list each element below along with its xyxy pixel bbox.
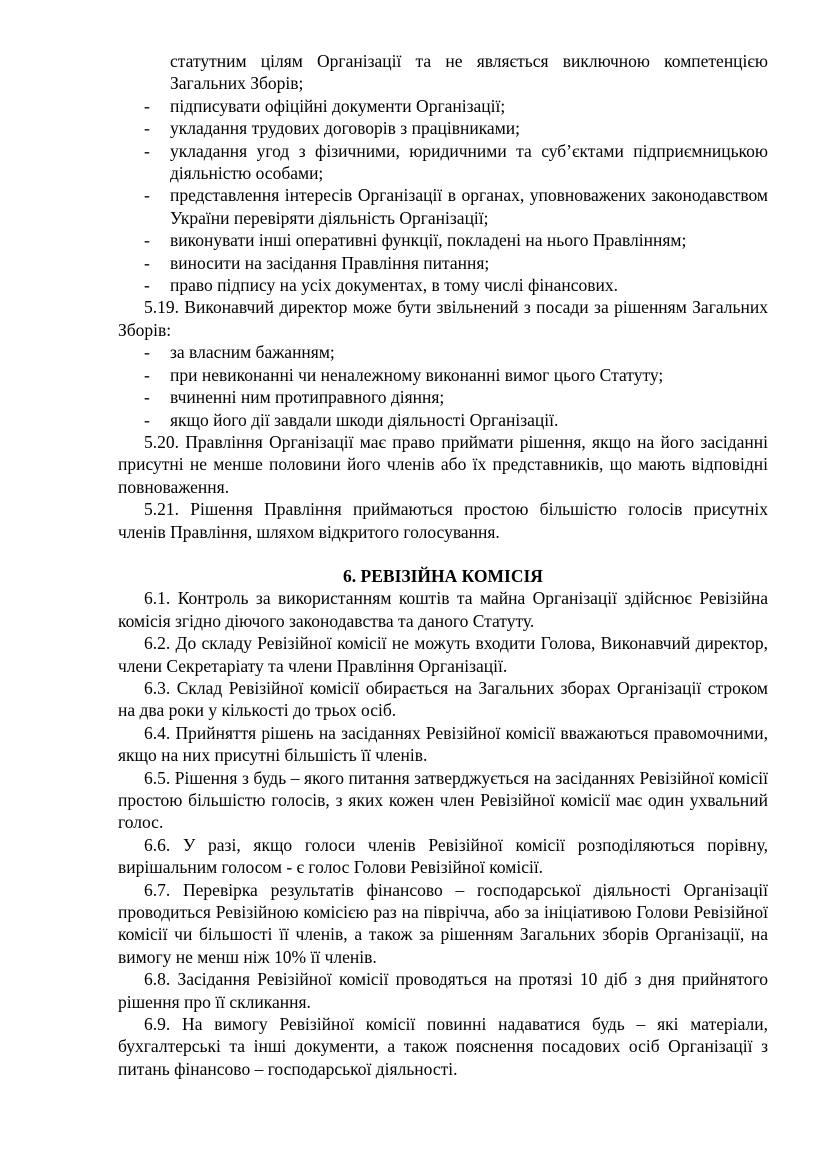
dismissal-list xyxy=(118,341,768,431)
section-gap xyxy=(118,543,768,565)
list-item: статутним цілям Організації та не являється виключною компетенцією Загальних Зборів; xyxy=(170,51,768,94)
list-item: - представлення інтересів Організації в органах, уповноважених законодавством України перевіряти діяльність Організації; xyxy=(144,185,768,228)
list-item: - виконувати інші оперативні функції, покладені на нього Правлінням; xyxy=(144,230,687,251)
list-item: - вчиненні ним протиправного діяння; xyxy=(144,387,445,408)
list-item: - право підпису на усіх документах, в тому числі фінансових. xyxy=(144,275,618,296)
paragraph-5-21: 5.21. Рішення Правління приймаються простою більшістю голосів присутніх членів Правління, шляхом відкритого голосування. xyxy=(118,499,768,542)
list-item: - підписувати офіційні документи Організації; xyxy=(144,95,506,116)
section-title: 6. РЕВІЗІЙНА КОМІСІЯ xyxy=(343,565,543,586)
paragraph-6-1: 6.1. Контроль за використанням коштів та майна Організації здійснює Ревізійна комісія згідно діючого законодавства та даного Статуту. xyxy=(118,588,768,631)
paragraph-6-9: 6.9. На вимогу Ревізійної комісії повинні надаватися будь – які матеріали, бухгалтерські та інші документи, а також пояснення посадових осіб Організації з питань фінансово – господарської діяльності. xyxy=(118,1014,768,1079)
paragraph-6-6: 6.6. У разі, якщо голоси членів Ревізійної комісії розподіляються порівну, вирішальним голосом - є голос Голови Ревізійної комісії. xyxy=(118,834,768,878)
paragraph-6-5: 6.5. Рішення з будь – якого питання затверджується на засіданнях Ревізійної комісії простою більшістю голосів, з яких кожен член Ревізійної комісії має один ухвальний голос. xyxy=(118,767,768,833)
list-item: - виносити на засідання Правління питання; xyxy=(144,252,490,273)
duties-list xyxy=(118,50,768,296)
paragraph-6-3: 6.3. Склад Ревізійної комісії обирається на Загальних зборах Організації строком на два роки у кількості до трьох осіб. xyxy=(118,677,768,721)
list-item: - при невиконанні чи неналежному виконанні вимог цього Статуту; xyxy=(144,364,664,385)
list-item: - якщо його дії завдали шкоди діяльності Організації. xyxy=(144,409,559,430)
list-item: - за власним бажанням; xyxy=(144,342,335,363)
paragraph-6-2: 6.2. До складу Ревізійної комісії не можуть входити Голова, Виконавчий директор, члени Секретаріату та члени Правління Організації. xyxy=(118,633,768,676)
paragraph-5-19: 5.19. Виконавчий директор може бути звільнений з посади за рішенням Загальних Зборів: xyxy=(118,297,768,340)
paragraph-6-4: 6.4. Прийняття рішень на засіданнях Ревізійної комісії вважаються правомочними, якщо на них присутні більшість її членів. xyxy=(118,722,768,766)
list-item: - укладання трудових договорів з працівниками; xyxy=(144,118,520,139)
document-page xyxy=(118,50,768,1080)
list-item: - укладання угод з фізичними, юридичними та суб’єктами підприємницькою діяльністю особами; xyxy=(144,140,768,184)
paragraph-5-20: 5.20. Правління Організації має право приймати рішення, якщо на його засіданні присутні не менше половини його членів або їх представників, що мають відповідні повноваження. xyxy=(118,431,768,497)
paragraph-6-8: 6.8. Засідання Ревізійної комісії проводяться на протязі 10 діб з дня прийнятого рішення про її скликання. xyxy=(118,969,768,1012)
paragraph-6-7: 6.7. Перевірка результатів фінансово – господарської діяльності Організації проводиться Ревізійною комісією раз на піврічча, або за ініціативою Голови Ревізійної комісії чи більшості її членів, а також за рішенням Загальних зборів Організації, на вимогу не менш ніж 10% її членів. xyxy=(118,879,768,967)
